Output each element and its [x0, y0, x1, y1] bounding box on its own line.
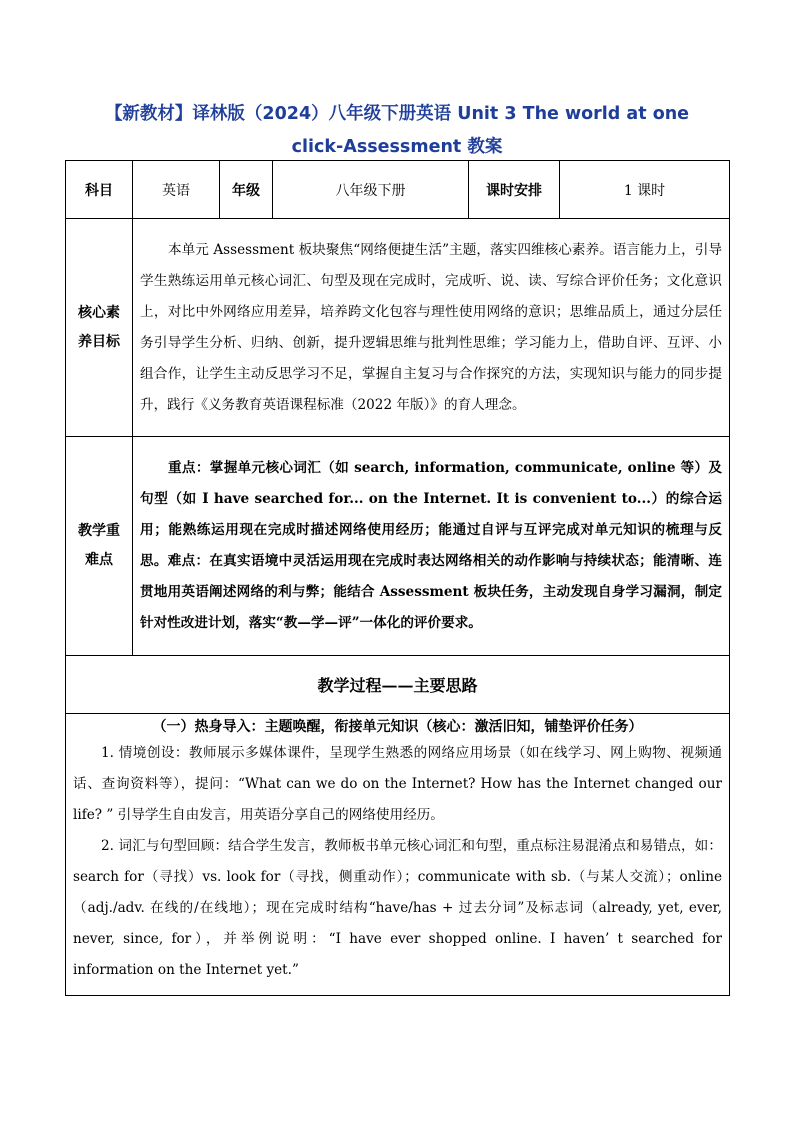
lesson-plan-table	[65, 160, 730, 996]
section1-title: （一）热身导入：主题唤醒，衔接单元知识（核心：激活旧知，铺垫评价任务）	[152, 719, 643, 735]
document-title	[60, 98, 734, 164]
key-points-label	[66, 437, 133, 656]
objectives-label-line2: 养目标	[78, 333, 120, 350]
grade-label: 年级	[220, 161, 273, 219]
process-heading: 教学过程——主要思路	[66, 656, 730, 714]
process-step2: 2. 词汇与句型回顾：结合学生发言，教师板书单元核心词汇和句型，重点标注易混淆点和易错点，如：search for（寻找）vs. look for（寻找，侧重动作）；communicate with sb.（与某人交流）；online（adj./adv. 在线的/在线地）；现在完成时结构“have/has + 过去分词”及标志词（already, yet, ever, never, since, for），并举例说明：“I have ever shopped online. I haven’ t searched for information on the Internet yet.”	[73, 838, 722, 978]
objectives-row	[66, 219, 730, 437]
info-row	[66, 161, 730, 219]
subject-value: 英语	[133, 161, 220, 219]
key-points-label-line1: 教学重	[78, 523, 120, 539]
grade-value: 八年级下册	[273, 161, 469, 219]
objectives-text: 本单元 Assessment 板块聚焦“网络便捷生活”主题，落实四维核心素养。语言能力上，引导学生熟练运用单元核心词汇、句型及现在完成时，完成听、说、读、写综合评价任务；文化意识上，对比中外网络应用差异，培养跨文化包容与理性使用网络的意识；思维品质上，通过分层任务引导学生分析、归纳、创新，提升逻辑思维与批判性思维；学习能力上，借助自评、互评、小组合作，让学生主动反思学习不足，掌握自主复习与合作探究的方法，实现知识与能力的同步提升，践行《义务教育英语课程标准（2022 年版）》的育人理念。	[133, 219, 730, 437]
hours-value: 1 课时	[560, 161, 730, 219]
objectives-label	[66, 219, 133, 437]
objectives-label-line1: 核心素	[78, 304, 120, 321]
process-content-row	[66, 714, 730, 996]
process-heading-row	[66, 656, 730, 714]
process-content	[66, 714, 730, 996]
document-title-line1: 【新教材】译林版（2024）八年级下册英语 Unit 3 The world at one	[104, 104, 690, 124]
subject-label: 科目	[66, 161, 133, 219]
key-points-text: 重点：掌握单元核心词汇（如 search, information, communicate, online 等）及句型（如 I have searched for... on the Internet. It is convenient to...）的综合运用；能熟练运用现在完成时描述网络使用经历；能通过自评与互评完成对单元知识的梳理与反思。难点：在真实语境中灵活运用现在完成时表达网络相关的动作影响与持续状态；能清晰、连贯地用英语阐述网络的利与弊；能结合 Assessment 板块任务，主动发现自身学习漏洞，制定针对性改进计划，落实“教—学—评”一体化的评价要求。	[133, 437, 730, 656]
key-points-row	[66, 437, 730, 656]
document-title-line2: click-Assessment 教案	[291, 137, 503, 157]
process-step1: 1. 情境创设：教师展示多媒体课件，呈现学生熟悉的网络应用场景（如在线学习、网上购物、视频通话、查询资料等），提问：“What can we do on the Internet? How has the Internet changed our life? ” 引导学生自由发言，用英语分享自己的网络使用经历。	[73, 745, 722, 823]
key-points-label-line2: 难点	[85, 552, 113, 568]
hours-label: 课时安排	[469, 161, 560, 219]
